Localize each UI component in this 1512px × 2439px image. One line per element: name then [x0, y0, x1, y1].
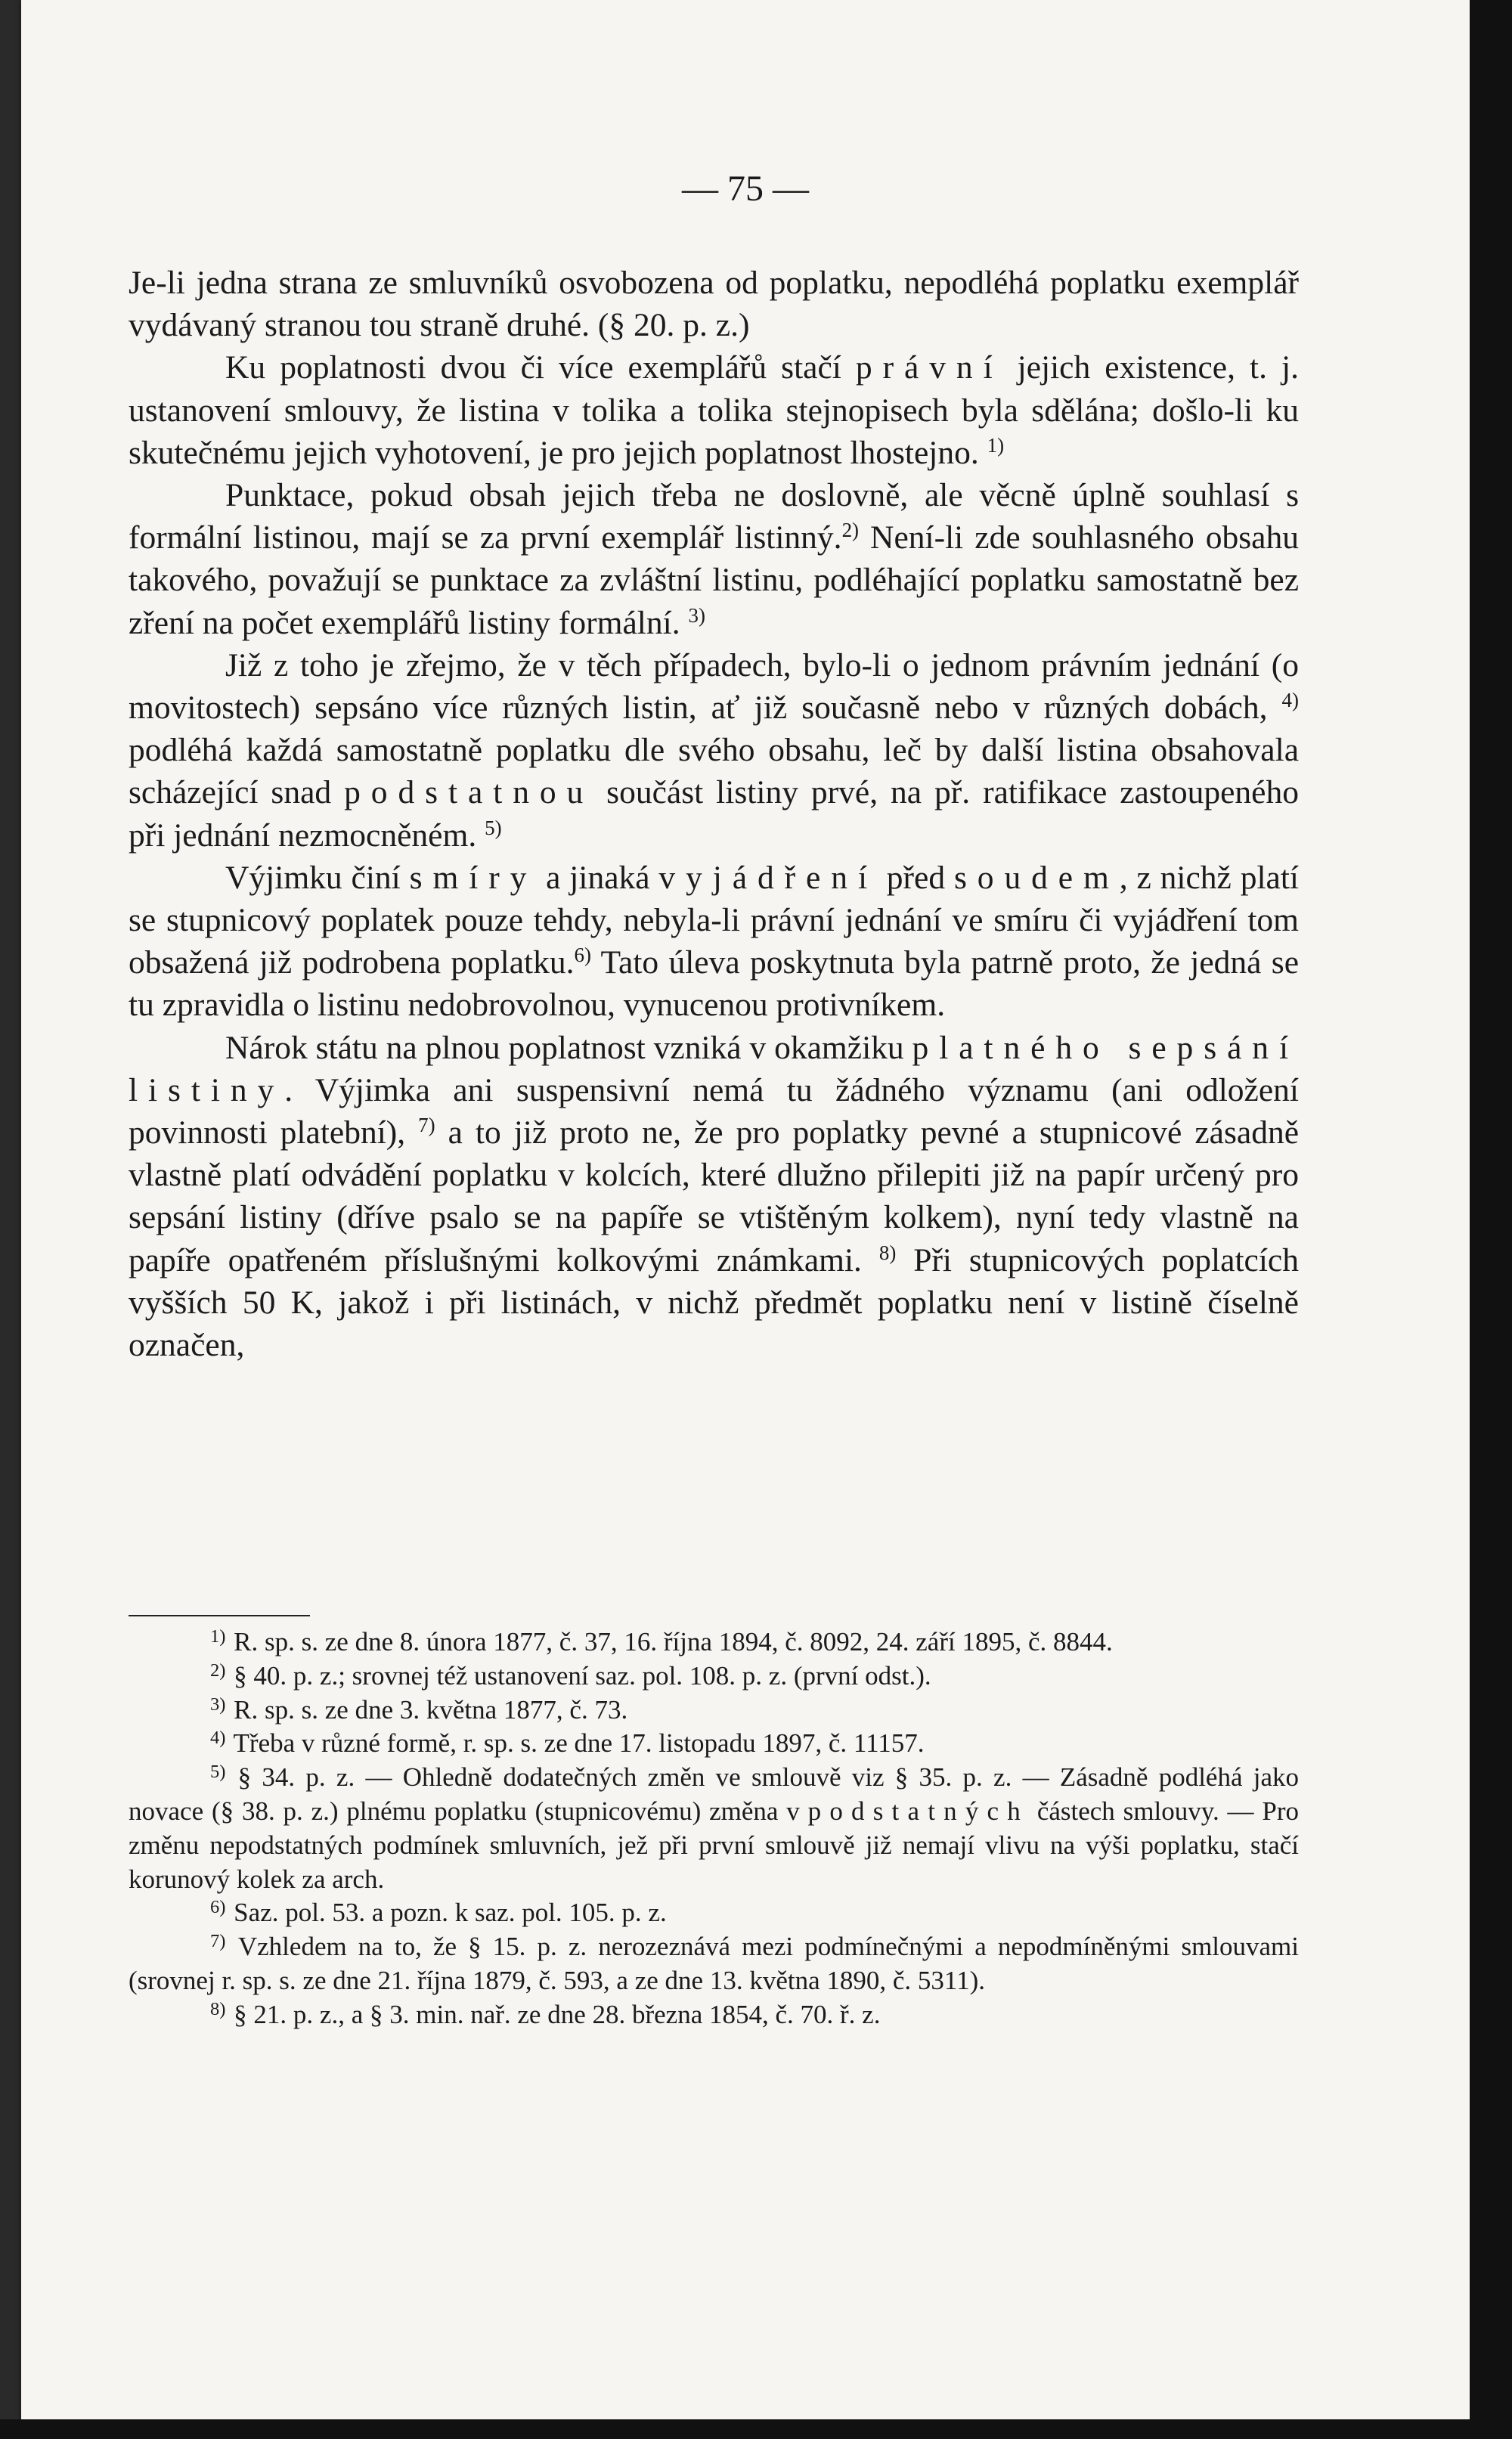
spaced-emphasis: podstatných — [807, 1796, 1029, 1826]
paragraph-1 — [129, 262, 1299, 346]
text-run: jejich existence, t. j. ustanovení smlouvy, že listina v tolika a tolika stejnopisech byla sdělána; došlo-li ku skutečnému jejich vyhotovení, je pro jejich poplatnost lhostejno. — [129, 349, 1299, 471]
book-page — [21, 0, 1470, 2419]
text-run: součást listiny prvé, na př. ratifikace zastoupeného při jednání nezmocněném. — [129, 774, 1299, 854]
text-run: a jinaká — [537, 859, 659, 896]
footnote-7 — [129, 1930, 1299, 1998]
text-run: Punktace, pokud obsah jejich třeba ne doslovně, ale věcně úplně souhlasí s formální listinou, mají se za první exemplář listinný. — [129, 477, 1299, 556]
footnote-mark: 7) — [210, 1931, 226, 1952]
footnote-8 — [129, 1998, 1299, 2032]
paragraph-6 — [129, 1027, 1299, 1367]
footnote-reference: 8) — [878, 1241, 897, 1264]
paragraph-2 — [129, 346, 1299, 474]
main-text — [129, 262, 1299, 1366]
footnote-mark: 4) — [210, 1728, 226, 1749]
footnote-3 — [129, 1694, 1299, 1728]
footnote-reference: 1) — [987, 433, 1005, 457]
footnote-6 — [129, 1896, 1299, 1930]
text-run: Saz. pol. 53. a pozn. k saz. pol. 105. p. z. — [234, 1898, 667, 1928]
scan-border-right — [1470, 0, 1512, 2439]
text-run: Je-li jedna strana ze smluvníků osvobozena od poplatku, nepodléhá poplatku exemplář vydávaný stranou tou straně druhé. (§ 20. p. z.) — [129, 265, 1299, 344]
text-run: Při stupnicových poplatcích vyšších 50 K, jakož i při listinách, v nichž předmět poplatku není v listině číselně označen, — [129, 1241, 1299, 1364]
spaced-emphasis: soudem — [953, 859, 1120, 896]
footnote-5 — [129, 1761, 1299, 1896]
text-run: Není-li zde souhlasného obsahu takového, považují se punktace za zvláštní listinu, podléhající poplatku samostatně bez zření na počet exemplářů listiny formální. — [129, 519, 1299, 641]
paragraph-4 — [129, 644, 1299, 857]
text-run: R. sp. s. ze dne 8. února 1877, č. 37, 16. října 1894, č. 8092, 24. září 1895, č. 8844. — [234, 1627, 1113, 1656]
text-run: před — [877, 859, 954, 896]
spaced-emphasis: smíry — [409, 859, 538, 896]
footnote-mark: 8) — [210, 1998, 226, 2019]
scan-border-bottom — [0, 2419, 1512, 2439]
text-run: Vzhledem na to, že § 15. p. z. nerozeznává mezi podmínečnými a nepodmíněnými smlouvami (srovnej r. sp. s. ze dne 21. října 1879, č. 593, a ze dne 13. května 1890, č. 5311). — [129, 1932, 1299, 1995]
page-number: — 75 — — [682, 169, 809, 209]
text-run: R. sp. s. ze dne 3. května 1877, č. 73. — [234, 1694, 628, 1725]
footnote-reference: 7) — [418, 1114, 435, 1137]
spaced-emphasis: platného sepsání listiny — [129, 1029, 1299, 1108]
footnote-1 — [129, 1625, 1299, 1660]
text-run: Nárok státu na plnou poplatnost vzniká v okamžiku — [225, 1029, 912, 1066]
footnote-reference: 4) — [1281, 689, 1299, 712]
text-run: § 21. p. z., a § 3. min. nař. ze dne 28. března 1854, č. 70. ř. z. — [234, 1999, 881, 2029]
footnote-mark: 6) — [210, 1897, 226, 1918]
text-run: podléhá každá samostatně poplatku dle svého obsahu, leč by další listina obsahovala scházející snad — [129, 732, 1299, 811]
footnote-reference: 6) — [574, 944, 591, 967]
paragraph-5 — [129, 857, 1299, 1027]
text-run: . Výjimka ani suspensivní nemá tu žádného významu (ani odložení povinnosti platební), — [129, 1071, 1299, 1151]
footnote-reference: 5) — [485, 816, 502, 839]
footnote-mark: 3) — [210, 1694, 226, 1715]
footnotes — [129, 1625, 1299, 2032]
text-run: § 34. p. z. — Ohledně dodatečných změn ve smlouvě viz § 35. p. z. — Zásadně podléhá jako novace (§ 38. p. z.) plnému poplatku (stupnicovému) změna v — [129, 1762, 1299, 1826]
footnote-mark: 5) — [210, 1762, 226, 1783]
footnote-reference: 2) — [841, 519, 860, 542]
text-run: Třeba v různé formě, r. sp. s. ze dne 17. listopadu 1897, č. 11157. — [233, 1728, 925, 1759]
text-run: § 40. p. z.; srovnej též ustanovení saz. pol. 108. p. z. (první odst.). — [234, 1660, 931, 1691]
text-run: Tato úleva poskytnuta byla patrně proto, že jedná se tu zpravidla o listinu nedobrovolnou, vynucenou protivníkem. — [129, 944, 1300, 1024]
footnote-4 — [129, 1727, 1299, 1761]
text-run: Výjimku činí — [225, 859, 410, 896]
paragraph-3 — [129, 474, 1299, 644]
spaced-emphasis: vyjádření — [658, 859, 878, 896]
spaced-emphasis: podstatnou — [344, 774, 594, 811]
footnote-reference: 3) — [688, 603, 705, 627]
footnote-mark: 2) — [210, 1660, 226, 1681]
footnote-mark: 1) — [210, 1625, 226, 1647]
spaced-emphasis: právní — [855, 349, 1003, 386]
text-run: a to již proto ne, že pro poplatky pevné a stupnicové zásadně vlastně platí odvádění poplatku v kolcích, které dlužno přilepiti již na papír určený pro sepsání listiny (dříve psalo se na papíře se vtištěným kolkem), nyní tedy vlastně na papíře opatřeném příslušnými kolkovými známkami. — [129, 1114, 1300, 1278]
text-run: Již z toho je zřejmo, že v těch případech, bylo-li o jednom právním jednání (o movitostech) sepsáno více různých listin, ať již současně nebo v různých dobách, — [129, 646, 1299, 727]
text-run: částech smlouvy. — Pro změnu nepodstatných podmínek smluvních, jež při první smlouvě již nemají vlivu na výši poplatku, stačí korunový kolek za arch. — [129, 1796, 1299, 1894]
text-run: Ku poplatnosti dvou či více exemplářů stačí — [225, 349, 856, 386]
footnote-divider — [129, 1615, 310, 1616]
text-run: , z nichž platí se stupnicový poplatek pouze tehdy, nebyla-li právní jednání ve smíru či vyjádření tom obsažená již podrobena poplatku. — [129, 859, 1300, 981]
footnote-2 — [129, 1660, 1299, 1694]
